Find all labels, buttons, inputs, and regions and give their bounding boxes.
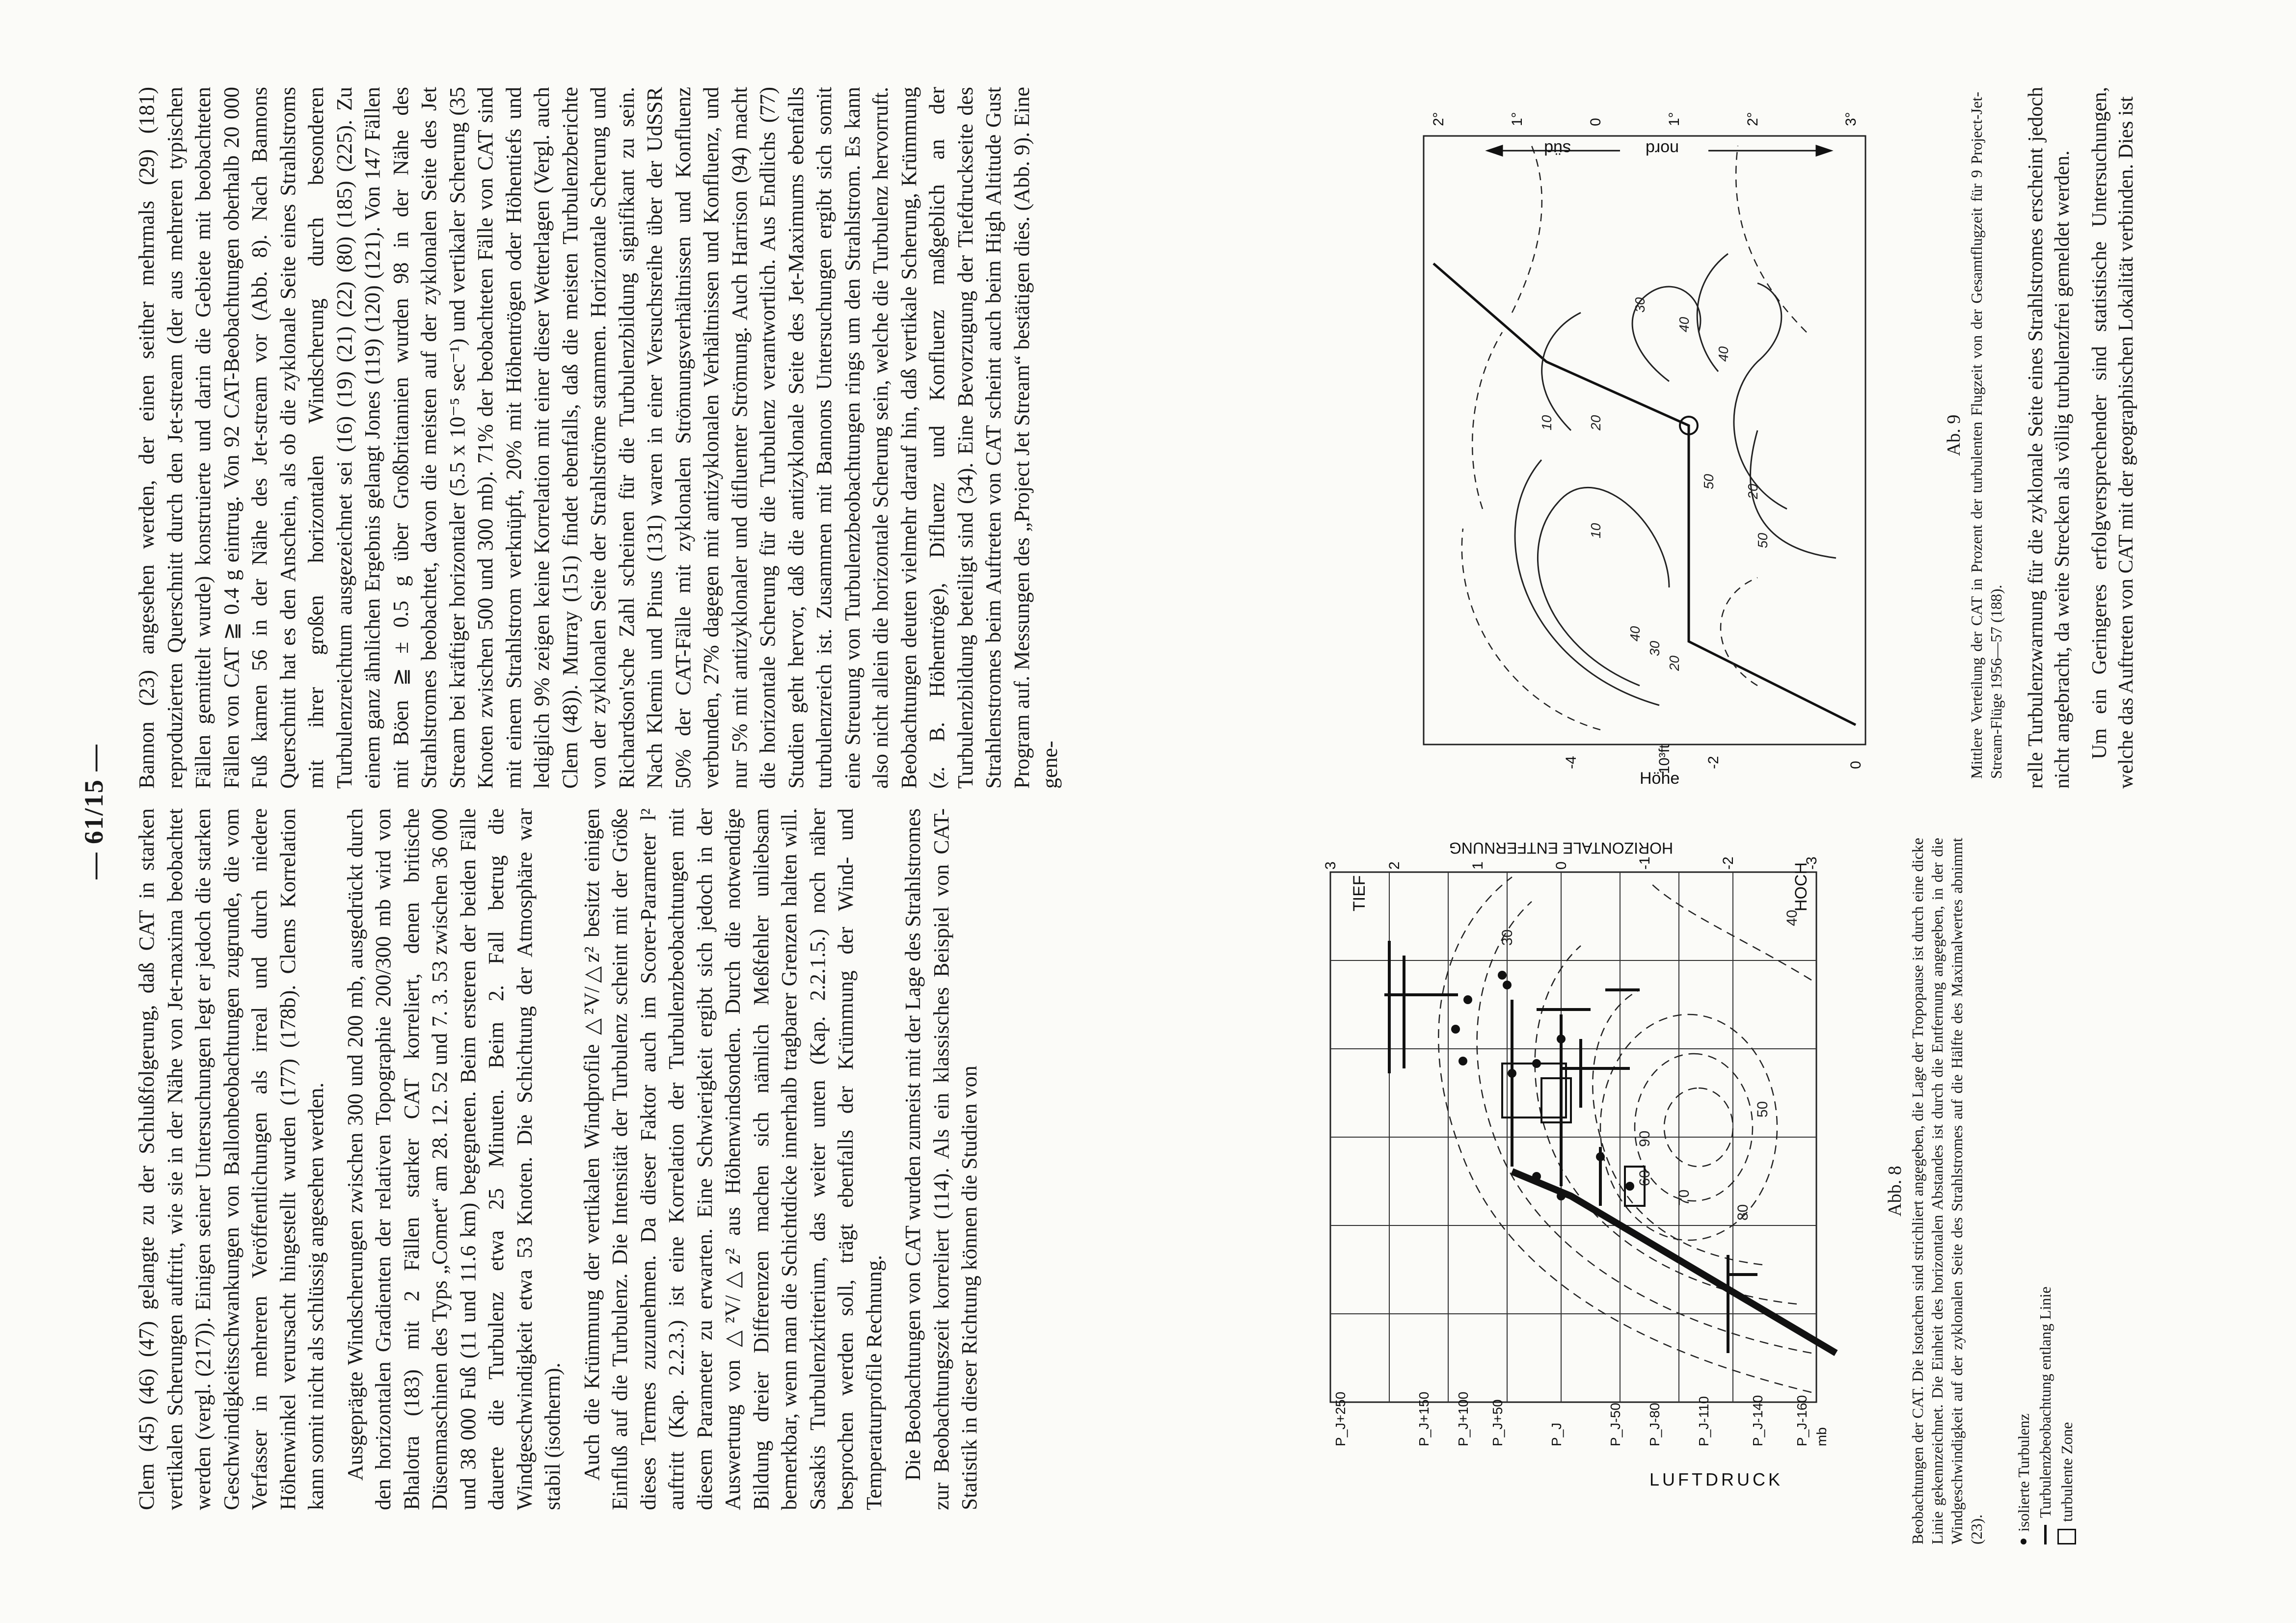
x-tick-label: 2°: [1431, 112, 1447, 126]
contour-label: 50: [1755, 532, 1770, 548]
caption-number: Abb. 8: [1885, 1166, 1905, 1217]
hoch-label: HOCH: [1792, 862, 1810, 911]
legend-label: turbulente Zone: [2058, 1422, 2076, 1522]
x-tick-label: 2°: [1745, 112, 1761, 126]
paragraph: Clem (45) (46) (47) gelangte zu der Schlußfolgerung, daß CAT in starken vertikalen Scherungen auftritt, wie sie in der Nähe von Jet-maxima beobachtet werden (vergl. (217)). Einigen seiner Untersuchungen legt er jedoch die starken Geschwindigkeitsschwankungen von Ballonbeobachtungen zugrunde, die vom Verfasser in mehreren Veröffentlichungen als irreal und durch niedere Höhenwinkel verursacht hingestellt wurden (177) (178b). Clems Korrelation kann somit nicht als schlüssig angesehen werden.: [135, 808, 328, 1510]
contour-label: 10: [1539, 415, 1554, 430]
legend-label: isolierte Turbulenz: [2015, 1413, 2032, 1532]
figure-8-legend: [2013, 838, 2078, 1544]
contour-label: 20: [1588, 415, 1603, 430]
isotach-label: 60: [1637, 1170, 1653, 1186]
isotach-label: 80: [1735, 1204, 1751, 1221]
nord-label: nord: [1645, 139, 1679, 158]
y-tick-label: P_J+150: [1416, 1391, 1432, 1446]
x-tick-label: -2: [1720, 856, 1736, 870]
right-text-column: [133, 87, 1064, 789]
paragraph: Bannon (23) angesehen werden, der einen seither mehrmals (29) (181) reproduzierten Querschnitt durch den Jet-stream (der aus mehreren typischen Fällen gemittelt wurde) konstruierte und darin die Gebiete mit beobachteten Fällen von CAT ≧ 0.4 g eintrug. Von 92 CAT-Beobachtungen oberhalb 20 000 Fuß kamen 56 in der Nähe des Jet-stream vor (Abb. 8). Nach Bannons Querschnitt hat es den Anschein, als ob die zyklonale Seite eines Strahlstroms mit ihrer großen horizontalen Windscherung durch besonderen Turbulenzreichtum ausgezeichnet sei (16) (19) (21) (22) (80) (185) (225). Zu einem ganz ähnlichen Ergebnis gelangt Jones (119) (120) (121). Von 147 Fällen mit Böen ≧ ± 0.5 g über Großbritannien wurden 98 in der Nähe des Strahlstromes beobachtet, davon die meisten auf der zyklonalen Seite des Jet Stream bei kräftiger horizontaler (5.5 x 10⁻⁵ sec⁻¹) und vertikaler Scherung (35 Knoten zwischen 500 und 300 mb). 71% der beobachteten Fälle von CAT sind mit einem Strahlstrom verknüpft, 20% mit Höhentrögen oder Höhentiefs und lediglich 9% zeigen keine Korrelation mit einer dieser Wetterlagen (Vergl. auch Clem (48)). Murray (151) findet ebenfalls, daß die meisten Turbulenzberichte von der zyklonalen Seite der Strahlströme stammen. Horizontale Scherung und Richardson'sche Zahl scheinen für die Turbulenzbildung signifikant zu sein. Nach Klemin und Pinus (131) waren in einer Versuchsreihe über der UdSSR 50% der CAT-Fälle mit zyklonalen Strömungsverhältnissen und Konfluenz verbunden, 27% dagegen mit antizyklonalen Verhältnissen und Konfluenz, und nur 5% mit antizyklonaler und difluenter Strömung. Auch Harrison (94) macht die horizontale Scherung für die Turbulenz verantwortlich. Aus Endlichs (77) Studien geht hervor, daß die antizyklonale Seite des Jet-Maximums ebenfalls turbulenzreich ist. Zusammen mit Bannons Untersuchungen ergibt sich somit eine Streuung von Turbulenzbeobachtungen rings um den Strahlstrom. Es kann also nicht allein die horizontale Scherung sein, welche die Turbulenz hervorruft. Beobachtungen deuten vielmehr darauf hin, daß vertikale Scherung, Krümmung (z. B. Höhentröge), Difluenz und Konfluenz maßgeblich an der Turbulenzbildung beteiligt sind (34). Eine Bevorzugung der Tiefdruckseite des Strahlenstromes beim Auftreten von CAT scheint auch beim High Altitude Gust Program auf. Messungen des „Project Jet Stream“ bestätigen dies. (Abb. 9). Eine gene-: [135, 87, 1062, 789]
left-text-column: [133, 808, 984, 1510]
figure-9-caption: [1944, 92, 2006, 779]
figure-8-cross-section: [1306, 833, 1865, 1559]
y-tick-label: P_J: [1549, 1422, 1564, 1446]
x-tick-label: 0: [1553, 861, 1569, 870]
y-tick-label: P_J-140: [1750, 1395, 1765, 1446]
x-tick-label: 0: [1588, 118, 1604, 126]
box-icon: [2057, 1529, 2076, 1544]
legend-item: [2056, 838, 2078, 1544]
y-tick-label: mb: [1814, 1427, 1829, 1446]
contour-label: 20: [1667, 655, 1682, 671]
legend-label: Turbulenzbeobachtung entlang Linie: [2036, 1286, 2054, 1518]
y-tick-label: P_J-110: [1696, 1396, 1711, 1446]
x-tick-label: 3°: [1843, 112, 1859, 126]
y-axis-title: LUFTDRUCK: [1649, 1469, 1783, 1490]
x-axis-title: HORIZONTALE ENTFERNUNG: [1449, 839, 1674, 857]
line-icon: [2044, 1525, 2047, 1544]
contour-label: 50: [1701, 474, 1716, 489]
y-tick-label: P_J-80: [1647, 1403, 1662, 1446]
y-tick-label: P_J-160: [1794, 1395, 1810, 1446]
contour-label: 40: [1676, 317, 1692, 332]
figure-9-contour-plot: [1414, 67, 1924, 803]
contour-label: 10: [1588, 523, 1603, 538]
figure-8-caption: [1885, 838, 1986, 1544]
paragraph: Ausgeprägte Windscherungen zwischen 300 und 200 mb, ausgedrückt durch den horizontalen Gradienten der relativen Topographie 200/300 mb wird von Bhalotra (183) mit 2 Fällen starker CAT korreliert, denen britische Düsenmaschinen des Typs „Comet“ am 28. 12. 52 und 7. 3. 53 zwischen 36 000 und 38 000 Fuß (11 und 11.6 km) begegneten. Beim ersteren der beiden Fälle dauerte die Turbulenz etwa 25 Minuten. Beim 2. Fall betrug die Windgeschwindigkeit etwa 53 Knoten. Die Schichtung der Atmosphäre war stabil (isotherm).: [343, 808, 565, 1510]
y-axis-title: Höhe: [1640, 769, 1680, 788]
y-tick-label: P_J+50: [1490, 1399, 1505, 1446]
y-tick-label: P_J+100: [1456, 1391, 1471, 1446]
isotach-label: 40: [1784, 909, 1800, 926]
legend-item: [2013, 838, 2034, 1544]
isotach-label: 30: [1499, 929, 1515, 946]
isotach-label: 70: [1676, 1189, 1692, 1206]
caption-text: Mittlere Verteilung der CAT in Prozent der turbulenten Flugzeit von der Gesamtflugzeit für 9 Project-Jet-Stream-Flüge 1956—57 (188).: [1968, 92, 2005, 779]
y-tick-label: P_J-50: [1608, 1403, 1623, 1446]
y-tick-label: -2: [1705, 756, 1722, 769]
sued-label: süd: [1544, 139, 1571, 158]
tief-label: TIEF: [1350, 875, 1369, 911]
paragraph: Die Beobachtungen von CAT wurden zumeist mit der Lage des Strahlstromes zur Beobachtungszeit korreliert (114). Als ein klassisches Beispiel von CAT-Statistik in dieser Richtung können die Studien von: [901, 808, 981, 1510]
contour-label: 20: [1745, 483, 1760, 499]
dot-icon: [2021, 1539, 2026, 1544]
paragraph: relle Turbulenzwarnung für die zyklonale Seite eines Strahlstromes erscheint jedoch nicht angebracht, da weite Strecken als völlig turbulenzfrei gemeldet werden.: [2025, 87, 2074, 789]
right-text-column-continued: [2023, 87, 2139, 789]
y-unit: 10³ft: [1656, 744, 1673, 774]
paragraph: Auch die Krümmung der vertikalen Windprofile △²V/△z² besitzt einigen Einfluß auf die Turbulenz. Die Intensität der Turbulenz scheint mit der Größe dieses Termes zuzunehmen. Da dieser Faktor auch im Scorer-Parameter l² auftritt (Kap. 2.2.3.) ist eine Korrelation der Turbulenzbeobachtungen mit diesem Parameter zu erwarten. Eine Schwierigkeit ergibt sich jedoch in der Auswertung von △²V/△z² aus Höhenwindsonden. Durch die notwendige Bildung dreier Differenzen machen sich nämlich Meßfehler unliebsam bemerkbar, wenn man die Schichtdicke innerhalb tragbarer Grenzen halten will. Sasakis Turbulenzkriterium, das weiter unten (Kap. 2.2.1.5.) noch näher besprochen werden soll, trägt ebenfalls der Krümmung der Wind- und Temperaturprofile Rechnung.: [579, 808, 886, 1510]
x-tick-label: 1°: [1666, 112, 1682, 126]
y-tick-label: 0: [1848, 761, 1864, 769]
x-tick-label: -3: [1804, 856, 1820, 870]
x-tick-label: 1: [1470, 861, 1486, 870]
caption-text: Beobachtungen der CAT. Die Isotachen sind strichliert angegeben, die Lage der Tropopause ist durch eine dicke Linie gekennzeichnet. Die Einheit des horizontalen Abstandes ist durch die Entfernung angegeben, in der die Windgeschwindigkeit auf der zyklonalen Seite des Strahlstromes auf die Hälfte des Maximalwertes abnimmt (23).: [1909, 838, 1985, 1544]
page-number: — 61/15 —: [79, 744, 108, 879]
isotach-label: 90: [1637, 1130, 1653, 1147]
contour-label: 40: [1716, 346, 1731, 362]
isotach-label: 50: [1755, 1101, 1771, 1117]
caption-number: Ab. 9: [1944, 414, 1964, 456]
contour-label: 30: [1632, 297, 1648, 313]
x-tick-label: -1: [1637, 856, 1653, 870]
y-tick-label: -4: [1563, 756, 1579, 769]
contour-label: 30: [1647, 640, 1662, 656]
x-tick-label: 3: [1323, 861, 1339, 870]
x-tick-label: 1°: [1509, 112, 1525, 126]
paragraph: Um ein Geringeres erfolgversprechender sind statistische Untersuchungen, welche das Auftreten von CAT mit der geographischen Lokalität verbinden. Dies ist: [2088, 87, 2137, 789]
y-tick-label: P_J+250: [1333, 1391, 1348, 1446]
legend-item: [2034, 838, 2056, 1544]
contour-label: 40: [1627, 626, 1643, 641]
x-tick-label: 2: [1386, 861, 1403, 870]
